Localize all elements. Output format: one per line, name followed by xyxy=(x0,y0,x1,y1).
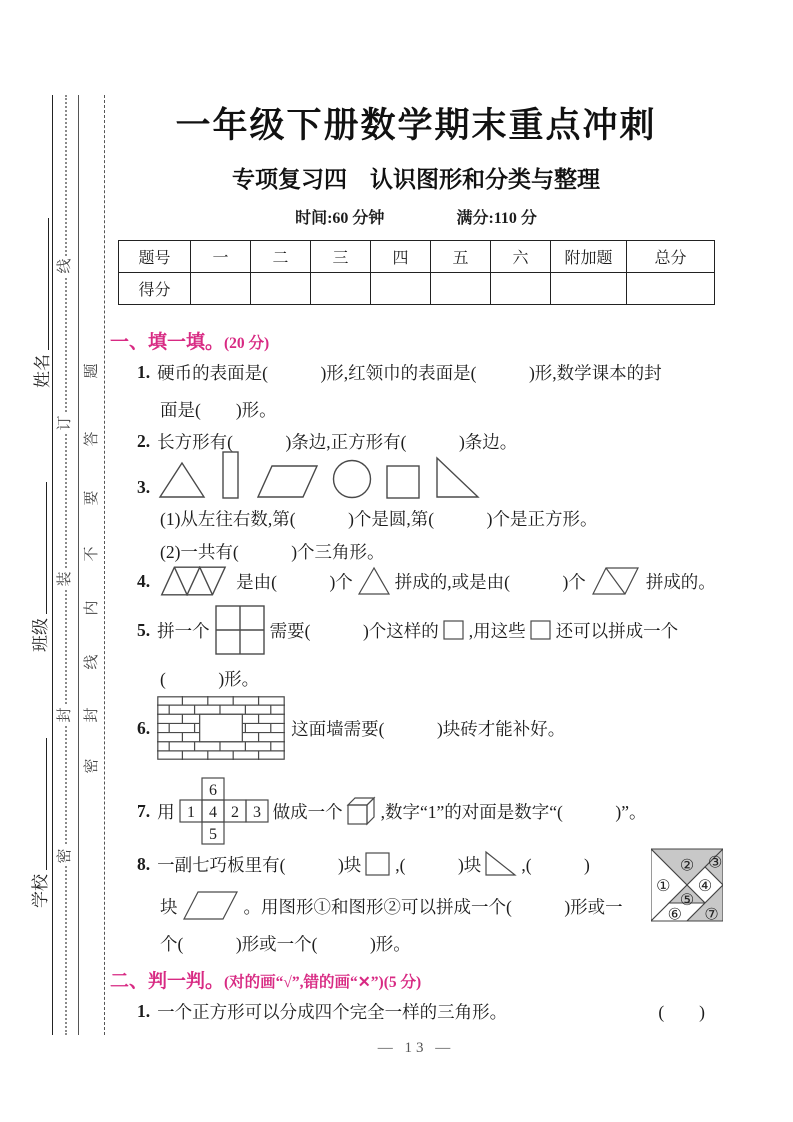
question-text: ,数字“1”的对面是数字“( )”。 xyxy=(380,801,647,822)
page-number: — 13 — xyxy=(377,1040,455,1056)
question-5 xyxy=(137,604,678,656)
question-3-sub-1 xyxy=(160,506,597,531)
question-text: 这面墙需要( )块砖才能补好。 xyxy=(291,718,566,739)
right-triangle-shape xyxy=(433,456,481,500)
question-text: (2)一共有( )个三角形。 xyxy=(160,542,385,562)
student-name-field xyxy=(31,218,53,388)
student-class-field xyxy=(29,482,51,652)
question-3-sub-2 xyxy=(160,539,385,564)
seal-char: 答 xyxy=(84,431,100,447)
small-square-shape xyxy=(529,619,553,641)
question-text: ( )形。 xyxy=(160,669,260,689)
question-8-line-1 xyxy=(137,850,590,878)
margin-line-dashed xyxy=(104,95,105,1035)
question-number: 1. xyxy=(137,1001,151,1021)
score-empty-cell xyxy=(371,273,431,305)
parallelogram-shape xyxy=(182,890,240,922)
school-label: 学校 xyxy=(31,874,50,908)
question-3-shapes-row xyxy=(137,450,481,500)
question-number: 7. xyxy=(137,800,151,821)
question-number: 6. xyxy=(137,717,151,738)
tangram-label: ② xyxy=(679,857,695,875)
question-text: 拼成的。 xyxy=(645,571,716,592)
question-number: 1. xyxy=(137,362,151,382)
tangram-label: ⑦ xyxy=(704,906,719,924)
net-number: 2 xyxy=(230,804,239,821)
score-header-cell: 四 xyxy=(371,241,431,273)
page-title: 一年级下册数学期末重点冲刺 xyxy=(175,106,657,145)
question-number: 3. xyxy=(137,477,151,497)
question-8-line-2 xyxy=(160,890,623,922)
seal-char: 密 xyxy=(84,758,100,774)
net-number: 6 xyxy=(208,782,217,799)
question-number: 5. xyxy=(137,619,151,640)
seal-char: 不 xyxy=(84,546,100,562)
score-row-label: 得分 xyxy=(119,273,191,305)
score-header-cell: 三 xyxy=(311,241,371,273)
score-header-cell: 六 xyxy=(491,241,551,273)
question-text: ,( )块 xyxy=(395,854,482,875)
margin-line-solid-inner xyxy=(78,95,79,1035)
tangram-label: ⑤ xyxy=(679,892,695,910)
square-shape xyxy=(385,464,423,500)
score-empty-cell xyxy=(191,273,251,305)
question-number: 4. xyxy=(137,570,151,591)
square-shape xyxy=(364,851,392,877)
seal-char: 要 xyxy=(84,490,100,506)
question-text: 面是( )形。 xyxy=(160,400,277,420)
seal-char: 内 xyxy=(84,600,100,616)
score-empty-cell xyxy=(311,273,371,305)
question-text: ,用这些 xyxy=(468,620,526,641)
question-number: 8. xyxy=(137,853,151,874)
question-8-line-3 xyxy=(160,931,411,956)
question-text: 做成一个 xyxy=(272,801,343,822)
question-1-line-2 xyxy=(160,397,277,422)
score-header-cell: 总分 xyxy=(627,241,715,273)
question-1-line-1 xyxy=(137,360,662,385)
tangram-label: ④ xyxy=(697,877,713,895)
triangle-shape xyxy=(157,460,207,500)
score-empty-cell xyxy=(627,273,715,305)
question-text: 拼成的,或是由( )个 xyxy=(394,571,586,592)
question-text: ,( ) xyxy=(521,854,590,875)
section2-heading-points: (对的画“√”,错的画“✕”)(5 分) xyxy=(224,974,422,991)
two-by-two-grid-shape xyxy=(214,604,266,656)
question-text: 硬币的表面是( )形,红领巾的表面是( )形,数学课本的封 xyxy=(157,363,662,383)
score-header-cell: 二 xyxy=(251,241,311,273)
binding-char: 密 xyxy=(55,846,75,866)
tangram-label: ① xyxy=(656,877,671,895)
answer-blank: ( ) xyxy=(658,1002,705,1022)
section2-question-1 xyxy=(137,999,705,1024)
parallelogram-shape xyxy=(257,464,319,500)
binding-char: 订 xyxy=(55,413,75,433)
parallelogram-two-triangles-shape xyxy=(591,566,641,596)
question-text: 个( )形或一个( )形。 xyxy=(160,934,411,954)
net-number: 5 xyxy=(208,826,217,843)
brick-wall-shape xyxy=(157,696,285,760)
seal-char: 线 xyxy=(84,654,100,670)
net-number: 1 xyxy=(186,804,195,821)
question-text: 还可以拼成一个 xyxy=(555,620,679,641)
class-label: 班级 xyxy=(31,618,50,652)
school-write-line xyxy=(46,738,47,870)
score-header-cell: 题号 xyxy=(119,241,191,273)
section1-heading-text: 一、填一填。 xyxy=(110,332,225,353)
binding-char: 线 xyxy=(55,256,75,276)
score-header-cell: 五 xyxy=(431,241,491,273)
section1-heading-points: (20 分) xyxy=(224,335,270,352)
score-header-cell: 一 xyxy=(191,241,251,273)
triangle-strip-shape xyxy=(157,566,231,596)
score-table-score-row xyxy=(119,273,715,305)
binding-char: 封 xyxy=(55,705,75,725)
student-school-field xyxy=(29,738,51,908)
question-text: 长方形有( )条边,正方形有( )条边。 xyxy=(157,432,518,452)
circle-shape xyxy=(331,458,373,500)
score-empty-cell xyxy=(251,273,311,305)
score-table xyxy=(118,240,715,305)
tangram-label: ③ xyxy=(707,854,723,872)
tangram-figure xyxy=(651,846,723,924)
question-text: 拼一个 xyxy=(157,620,210,641)
tangram-label: ⑥ xyxy=(667,906,682,924)
section2-heading-text: 二、判一判。 xyxy=(110,971,225,992)
name-label: 姓名 xyxy=(33,354,52,388)
question-text: 用 xyxy=(157,801,175,822)
question-text: 一副七巧板里有( )块 xyxy=(157,854,362,875)
score-table-header-row xyxy=(119,241,715,273)
score-header-cell: 附加题 xyxy=(551,241,627,273)
name-write-line xyxy=(48,218,49,350)
cube-net-shape xyxy=(178,776,270,846)
rectangle-shape xyxy=(221,450,241,500)
question-5-line-2 xyxy=(160,666,259,691)
small-triangle-shape xyxy=(357,566,391,596)
seal-char: 题 xyxy=(84,363,100,379)
cube-icon xyxy=(346,796,378,826)
time-limit: 时间:60 分钟 xyxy=(295,210,385,227)
seal-char: 封 xyxy=(84,707,100,723)
right-triangle-shape xyxy=(484,850,518,878)
question-text: 。用图形①和图形②可以拼成一个( )形或一 xyxy=(243,896,623,917)
question-4 xyxy=(137,566,716,596)
question-text: 是由( )个 xyxy=(236,571,353,592)
score-empty-cell xyxy=(431,273,491,305)
exam-meta xyxy=(110,205,722,228)
small-square-shape xyxy=(442,619,466,641)
net-number: 3 xyxy=(252,804,261,821)
net-number: 4 xyxy=(208,804,217,821)
question-7 xyxy=(137,776,646,846)
section2-heading xyxy=(110,966,421,993)
class-write-line xyxy=(46,482,47,614)
question-number: 2. xyxy=(137,431,151,451)
question-text: 需要( )个这样的 xyxy=(269,620,439,641)
question-text: 一个正方形可以分成四个完全一样的三角形。 xyxy=(157,1002,508,1022)
score-empty-cell xyxy=(551,273,627,305)
question-text: (1)从左往右数,第( )个是圆,第( )个是正方形。 xyxy=(160,509,598,529)
section1-heading xyxy=(110,327,269,354)
question-text: 块 xyxy=(160,896,178,917)
question-6 xyxy=(137,696,565,760)
page-subtitle: 专项复习四 认识图形和分类与整理 xyxy=(232,167,600,192)
score-empty-cell xyxy=(491,273,551,305)
margin-line-dotted xyxy=(65,95,67,1035)
binding-char: 装 xyxy=(55,569,75,589)
full-score: 满分:110 分 xyxy=(456,210,537,227)
